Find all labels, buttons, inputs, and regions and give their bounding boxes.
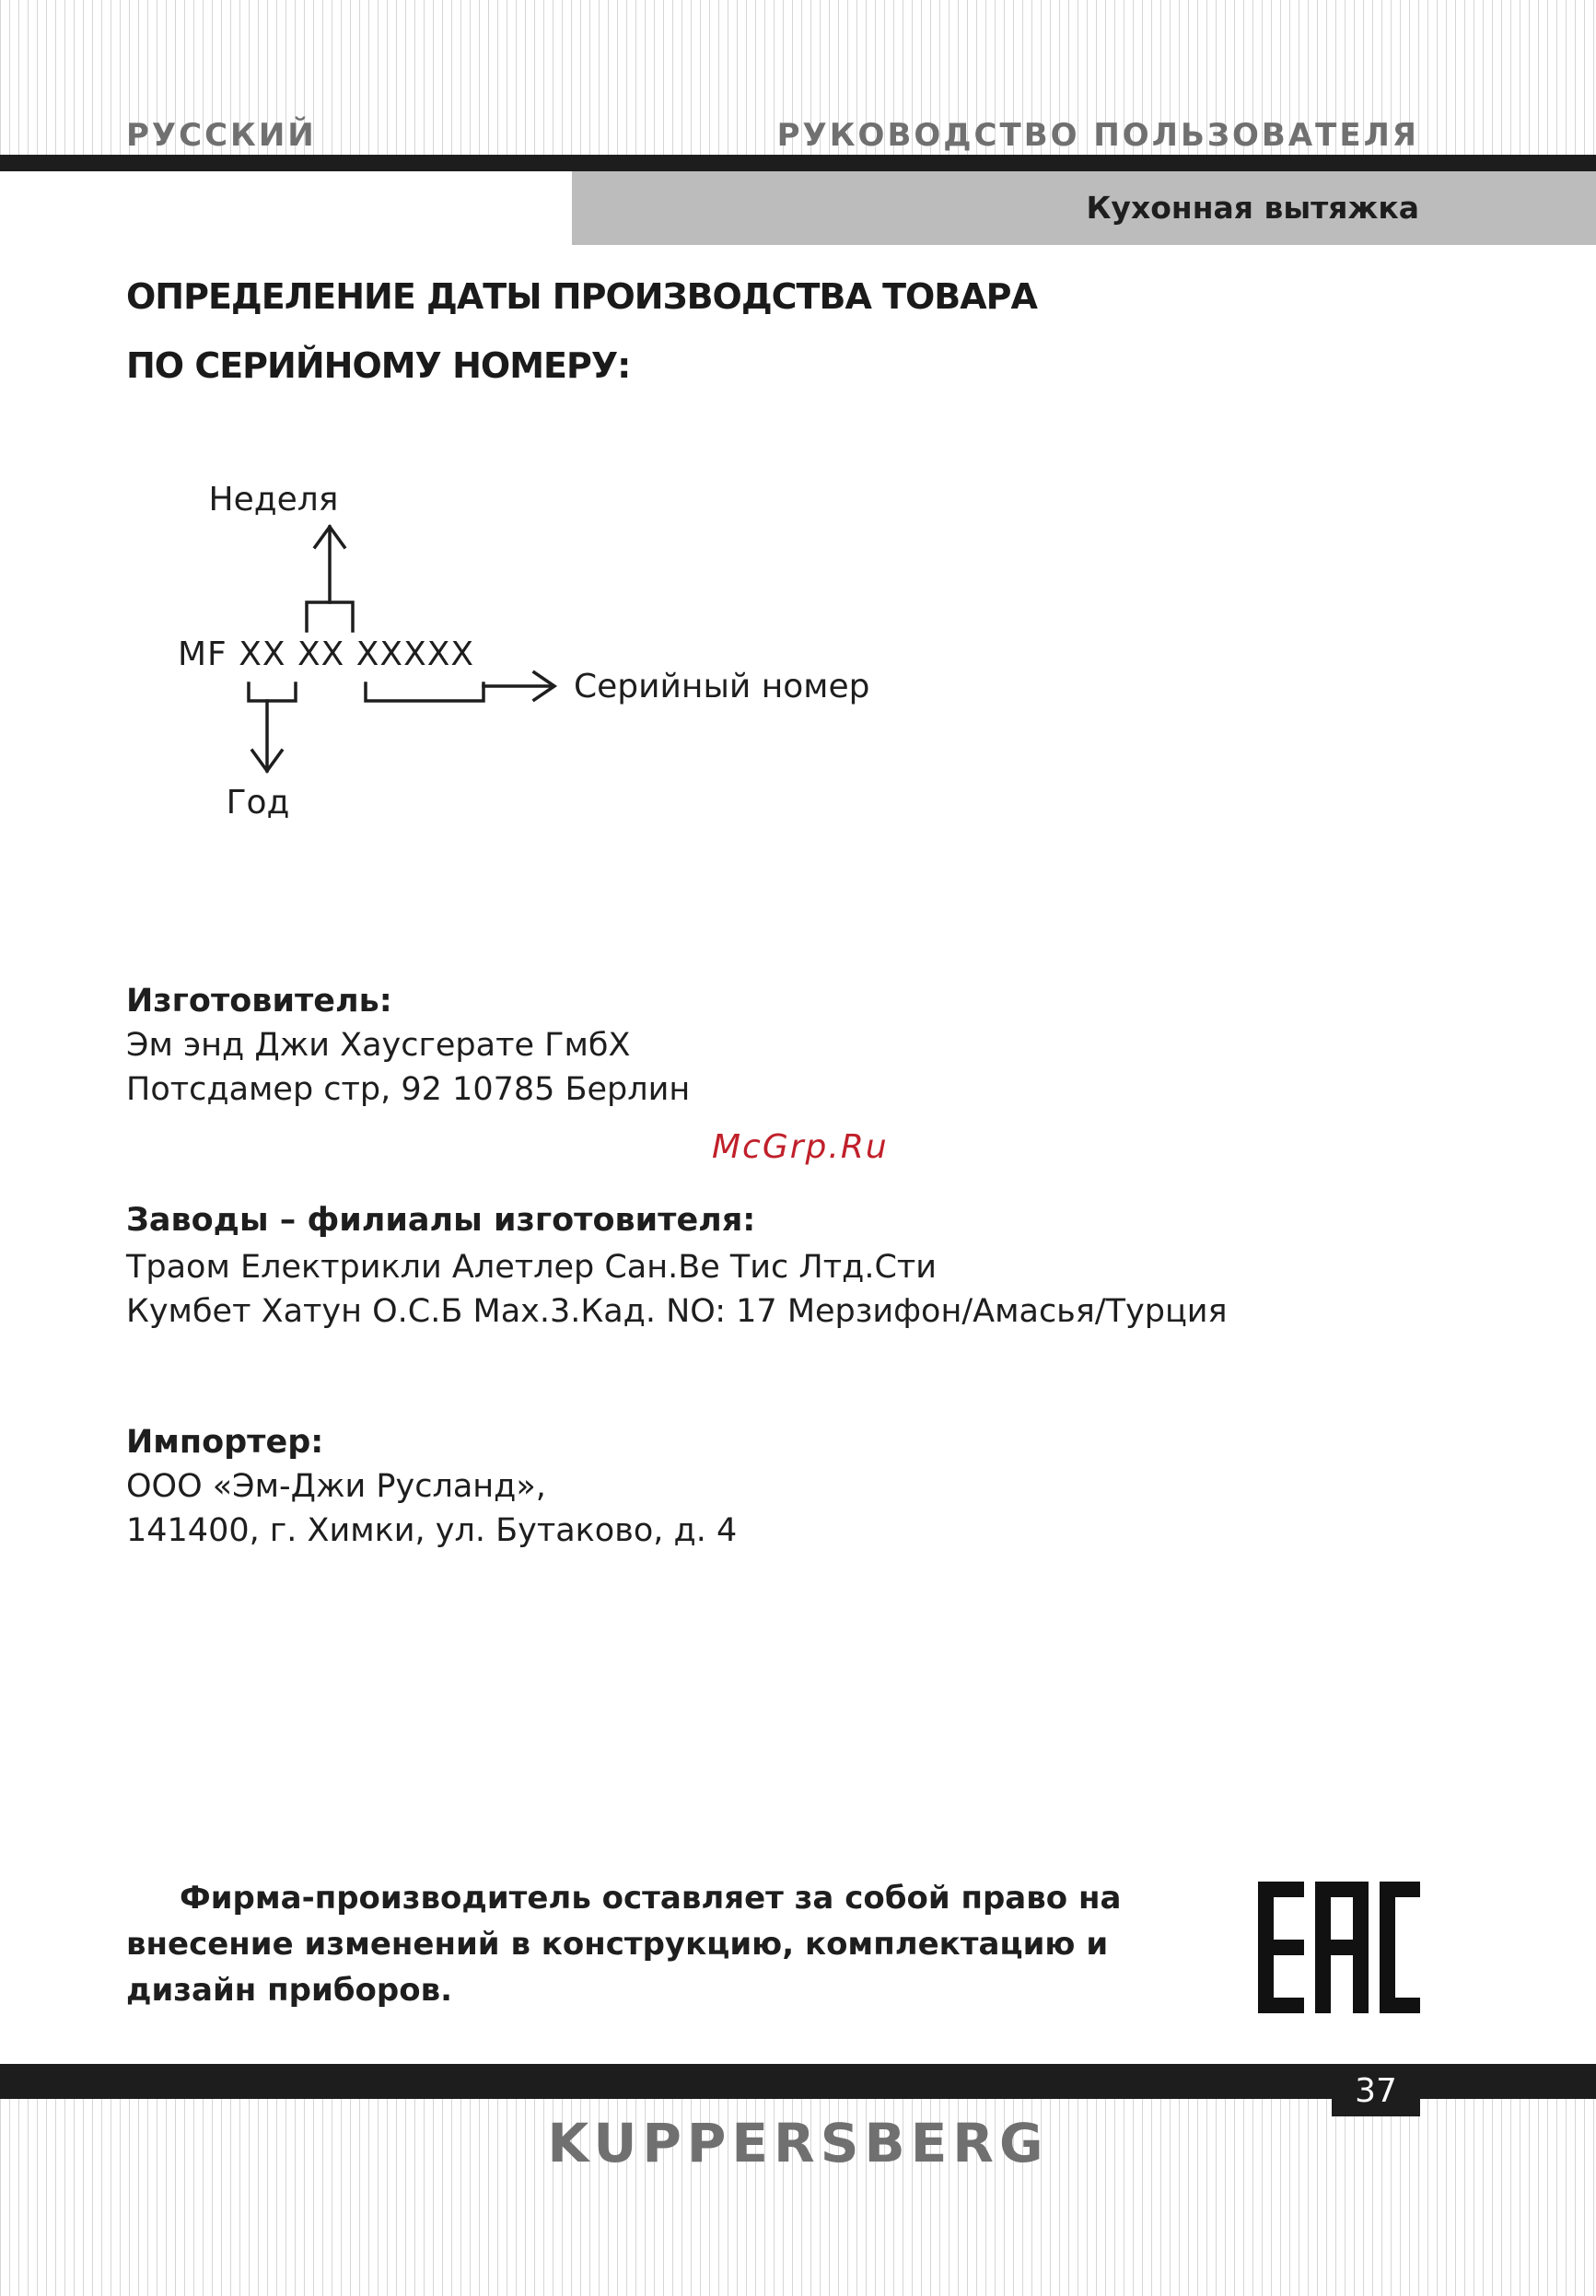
product-label: Кухонная вытяжка	[1086, 190, 1419, 226]
importer-line: 141400, г. Химки, ул. Бутаково, д. 4	[126, 1512, 738, 1549]
header-title: РУКОВОДСТВО ПОЛЬЗОВАТЕЛЯ	[776, 117, 1419, 154]
branches-heading: Заводы – филиалы изготовителя:	[126, 1202, 756, 1239]
branches-line: Траом Електрикли Алетлер Сан.Ве Тис Лтд.Сти	[126, 1249, 938, 1286]
week-bracket-arrow	[307, 527, 353, 631]
header-language: РУССКИЙ	[126, 117, 317, 154]
year-label: Год	[226, 784, 290, 822]
week-label: Неделя	[208, 481, 339, 519]
section-title-line-1: ОПРЕДЕЛЕНИЕ ДАТЫ ПРОИЗВОДСТВА ТОВАРА	[126, 276, 1037, 317]
serial-number-diagram	[166, 460, 903, 847]
section-title-line-2: ПО СЕРИЙНОМУ НОМЕРУ:	[126, 345, 631, 386]
eac-certification-icon	[1258, 1882, 1420, 2013]
serial-code: MF XX XX XXXXX	[178, 635, 475, 673]
manufacturer-line: Потсдамер стр, 92 10785 Берлин	[126, 1071, 691, 1108]
serial-bracket-arrow	[366, 672, 554, 701]
page-content-area	[0, 171, 1596, 2065]
year-bracket-arrow	[249, 683, 296, 771]
watermark: McGrp.Ru	[712, 1128, 889, 1166]
header-rule	[0, 155, 1596, 171]
importer-heading: Импортер:	[126, 1424, 324, 1461]
importer-line: ООО «Эм-Джи Русланд»,	[126, 1468, 546, 1505]
disclaimer-text: Фирма-производитель оставляет за собой право на внесение изменений в конструкцию, комплектацию и дизайн приборов.	[126, 1880, 1122, 2009]
branches-line: Кумбет Хатун О.С.Б Мах.3.Кад. NO: 17 Мерзифон/Амасья/Турция	[126, 1293, 1228, 1330]
manufacturer-heading: Изготовитель:	[126, 983, 392, 1020]
serial-label: Серийный номер	[574, 668, 870, 705]
page-number: 37	[1332, 2064, 1420, 2116]
brand-logo: KUPPERSBERG	[547, 2112, 1049, 2174]
product-band	[572, 171, 1596, 245]
manufacturer-line: Эм энд Джи Хаусгерате ГмбХ	[126, 1027, 631, 1064]
